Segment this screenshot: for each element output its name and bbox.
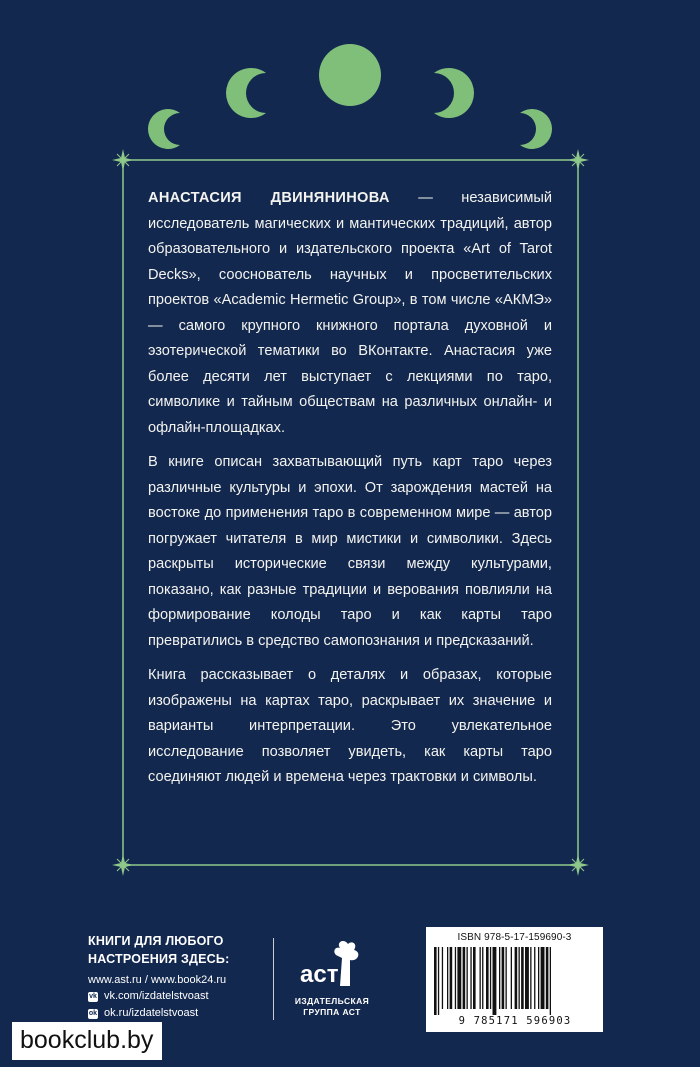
promo-title <box>88 932 268 968</box>
ok-link-text: ok.ru/izdatelstvoast <box>104 1007 199 1019</box>
barcode-bar <box>447 947 448 1009</box>
ok-icon: ok <box>88 1009 98 1017</box>
barcode-bar <box>493 947 497 1015</box>
barcode-bar <box>482 947 483 1009</box>
waxing-crescent-icon <box>226 68 266 118</box>
barcode-bar <box>438 947 439 1015</box>
promo-title-line2: НАСТРОЕНИЯ ЗДЕСЬ: <box>88 952 230 966</box>
description-paragraph: В книге описан захватывающий путь карт таро через различные культуры и эпохи. От зарождения мастей на востоке до применения таро в современном мире — автор погружает читателя в мир мистики и символики. Здесь раскрыты исторические связи между культурами, показано, как разные традиции и верования повлияли на формирование колоды таро и как карты таро превратились в средство самопознания и предсказаний. <box>148 454 552 649</box>
barcode-bar <box>538 947 539 1009</box>
ast-logo-text: аст <box>300 961 339 988</box>
barcode-bar <box>502 947 505 1009</box>
barcode-bar <box>534 947 535 1009</box>
author-name: АНАСТАСИЯ ДВИНЯНИНОВА <box>148 190 390 206</box>
barcode-bar <box>442 947 443 1009</box>
barcode-bar <box>546 947 549 1009</box>
publisher-block <box>284 938 380 1018</box>
barcode-bar <box>473 947 476 1009</box>
isbn-label: ISBN 978-5-17-159690-3 <box>457 932 572 943</box>
vk-link-text: vk.com/izdatelstvoast <box>104 990 209 1002</box>
barcode-bar <box>470 947 471 1009</box>
barcode-bar <box>463 947 466 1009</box>
barcode-bar <box>530 947 531 1009</box>
barcode-bar <box>519 947 520 1009</box>
ast-logo-icon <box>292 938 372 994</box>
barcode-bar <box>467 947 468 1009</box>
publisher-name-line2: ГРУППА АСТ <box>303 1007 361 1017</box>
author-bio: — независимый исследователь магических и мантических традиций, автор образовательного и издательского проекта «Art of Tarot Decks», сооснователь научных и просветительских проектов «Academic Hermetic Group», в том числе «АКМЭ» — самого крупного книжного портала духовной и эзотерической тематики во ВКонтакте. Анастасия уже более десяти лет выступает с лекциями по таро, символике и тайным обществам на различных онлайн- и офлайн-площадках. <box>148 190 552 436</box>
barcode-bar <box>490 947 491 1009</box>
barcode-bar <box>457 947 461 1009</box>
ok-link[interactable] <box>88 1005 268 1022</box>
barcode-bar <box>434 947 437 1015</box>
waxing-crescent-small-icon <box>148 109 180 149</box>
barcode-bar <box>486 947 489 1009</box>
author-paragraph <box>148 186 552 441</box>
vk-link[interactable] <box>88 988 268 1005</box>
barcode-bar <box>480 947 481 1009</box>
vk-icon: vk <box>89 992 97 1000</box>
ean-digits: 9 785171 596903 <box>458 1015 572 1027</box>
promo-title-line1: КНИГИ ДЛЯ ЛЮБОГО <box>88 934 224 948</box>
barcode-bar <box>550 947 551 1015</box>
promo-divider <box>273 938 274 1020</box>
barcode-bars <box>432 947 597 1015</box>
promo-sites[interactable]: www.ast.ru / www.book24.ru <box>88 974 227 986</box>
publisher-name-line1: ИЗДАТЕЛЬСКАЯ <box>294 996 370 1006</box>
barcode-bar <box>511 947 512 1009</box>
full-moon-icon <box>319 44 381 106</box>
barcode-bar <box>525 947 529 1009</box>
summary-paragraph: Книга рассказывает о деталях и образах, которые изображены на картах таро, раскрывает их значение и варианты интерпретации. Это увлекательное исследование позволяет увидеть, как карты таро соединяют людей и времена через трактовки и символы. <box>148 667 552 785</box>
barcode-bar <box>521 947 524 1009</box>
barcode-bar <box>541 947 545 1009</box>
barcode-bar <box>499 947 500 1009</box>
waning-crescent-icon <box>434 68 474 118</box>
barcode-bar <box>455 947 456 1009</box>
watermark: bookclub.by <box>12 1022 162 1060</box>
moon-phases <box>0 0 700 170</box>
promo-block <box>88 932 268 1022</box>
waning-crescent-small-icon <box>520 109 552 149</box>
barcode-bar <box>515 947 518 1009</box>
publisher-name <box>284 996 380 1018</box>
barcode-bar <box>506 947 507 1009</box>
barcode-box <box>426 927 603 1032</box>
barcode-bar <box>450 947 453 1009</box>
